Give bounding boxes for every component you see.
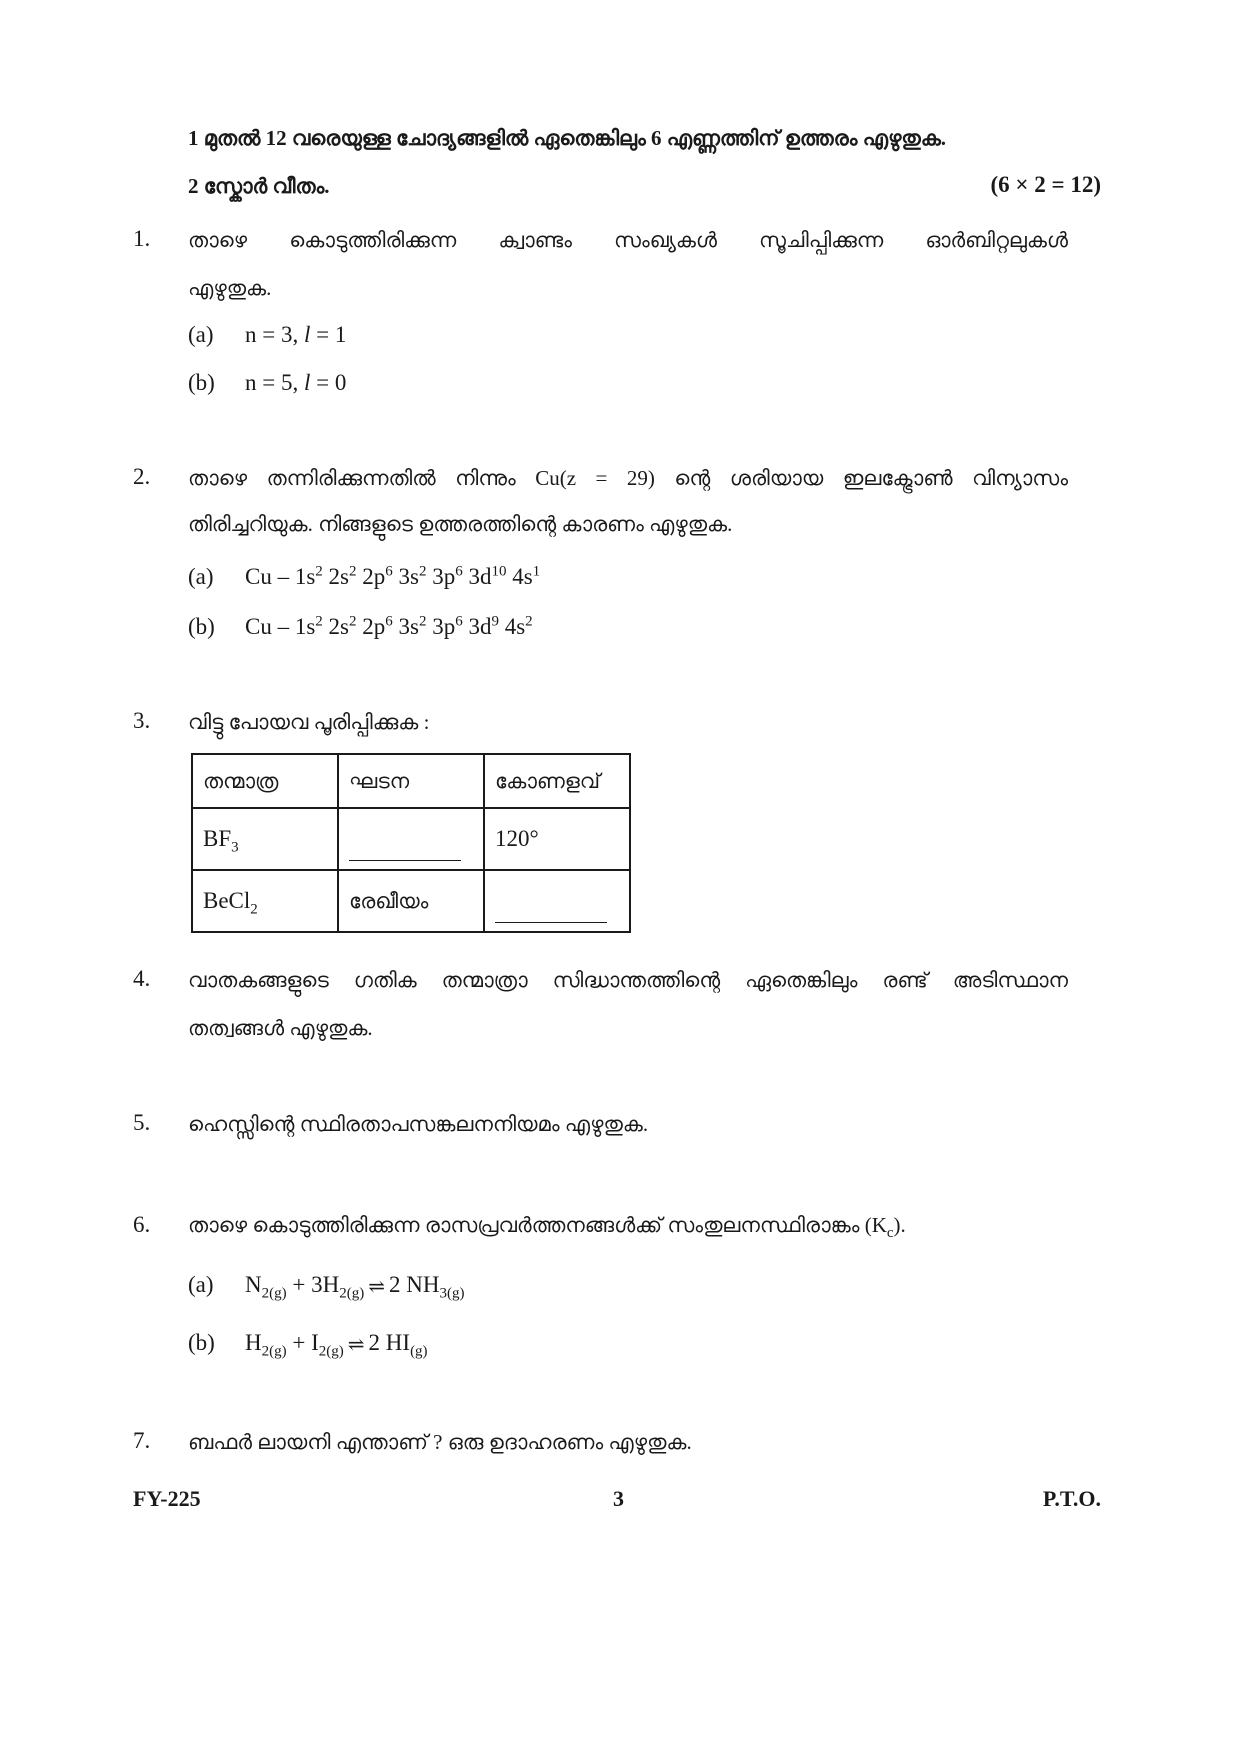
question-3-text: വിട്ടു പോയവ പൂരിപ്പിക്കുക :: [188, 710, 430, 734]
q1-option-b: n = 5, l = 0: [245, 370, 347, 395]
question-4-line1: വാതകങ്ങളുടെ ഗതിക തന്മാത്രാ സിദ്ധാന്തത്തിന്റെ ഏതെങ്കിലും രണ്ട് അടിസ്ഥാന: [188, 968, 1068, 992]
question-2-line1: താഴെ തന്നിരിക്കുന്നതിൽ നിന്നും Cu(z = 29) ന്റെ ശരിയായ ഇലക്ട്രോൺ വിന്യാസം: [188, 466, 1068, 490]
paper-code: FY-225: [133, 1486, 201, 1511]
shape-cell: രേഖീയം: [338, 870, 484, 932]
instructions-line2: 2 സ്കോർ വീതം.: [188, 174, 330, 198]
question-2-line2: തിരിച്ചറിയുക. നിങ്ങളുടെ ഉത്തരത്തിന്റെ കാരണം എഴുതുക.: [188, 512, 733, 536]
q2-option-b-label: (b): [188, 614, 215, 639]
q1-option-a: n = 3, l = 1: [245, 322, 347, 347]
q2-option-a: Cu – $1s^2$ $2s^2$ $2p^6$ $3s^2$ $3p^6$ $3d^{10}$ $4s^1$: [245, 563, 541, 589]
instructions-line1: 1 മുതൽ 12 വരെയുള്ള ചോദ്യങ്ങളിൽ ഏതെങ്കിലും 6 എണ്ണത്തിന് ഉത്തരം എഴുതുക.: [188, 126, 947, 150]
table-row: [192, 808, 630, 870]
table-header-shape: ഘടന: [338, 754, 484, 808]
page-number: 3: [613, 1486, 624, 1511]
q6-option-b-label: (b): [188, 1330, 215, 1355]
fill-in-blank: [495, 904, 607, 923]
shape-cell-blank: [338, 808, 484, 870]
question-number-2: 2.: [133, 464, 151, 489]
table-header-angle: കോണളവ്: [484, 754, 630, 808]
question-7-text: ബഫർ ലായനി എന്താണ് ? ഒരു ഉദാഹരണം എഴുതുക.: [188, 1430, 692, 1454]
molecule-cell: $BF_3$: [192, 808, 338, 870]
question-1-line1: താഴെ കൊടുത്തിരിക്കുന്ന ക്വാണ്ടം സംഖ്യകൾ സൂചിപ്പിക്കുന്ന ഓർബിറ്റലുകൾ: [188, 228, 1068, 252]
table-header-molecule: തന്മാത്ര: [192, 754, 338, 808]
table-row: [192, 870, 630, 932]
equilibrium-arrow-icon: ⇌: [347, 1334, 365, 1357]
question-5-text: ഹെസ്സിന്റെ സ്ഥിരതാപസങ്കലനനിയമം എഴുതുക.: [188, 1112, 649, 1136]
pto-label: P.T.O.: [1042, 1486, 1101, 1511]
q6-equation-b: $H_{2(g)} + I_{2(g)}$ ⇌ 2 $HI_{(g)}$: [245, 1330, 428, 1360]
q1-option-a-label: (a): [188, 322, 214, 347]
question-6-text: താഴെ കൊടുത്തിരിക്കുന്ന രാസപ്രവർത്തനങ്ങൾക്ക് സംതുലനസ്ഥിരാങ്കം $(K_c)$.: [188, 1213, 906, 1242]
question-number-6: 6.: [133, 1212, 151, 1237]
question-number-1: 1.: [133, 226, 151, 251]
marks-total: (6 × 2 = 12): [990, 172, 1101, 197]
equilibrium-arrow-icon: ⇌: [368, 1276, 385, 1299]
question-number-4: 4.: [133, 966, 151, 991]
question-4-line2: തത്വങ്ങൾ എഴുതുക.: [188, 1016, 373, 1040]
question-number-3: 3.: [133, 708, 151, 733]
question-number-5: 5.: [133, 1110, 151, 1135]
q6-option-a-label: (a): [188, 1272, 214, 1297]
q1-option-b-label: (b): [188, 370, 215, 395]
fill-in-blank: [349, 842, 461, 861]
question-1-line2: എഴുതുക.: [188, 276, 272, 300]
table-header-row: [192, 754, 630, 808]
angle-cell-blank: [484, 870, 630, 932]
angle-cell: 120°: [484, 808, 630, 870]
vsepr-table: [191, 753, 631, 933]
q6-equation-a: $N_{2(g)} + 3H_{2(g)}$ ⇌ 2 $NH_{3(g)}$: [245, 1272, 465, 1302]
molecule-cell: BeCl$_2$: [192, 870, 338, 932]
q2-option-b: Cu – $1s^2$ $2s^2$ $2p^6$ $3s^2$ $3p^6$ $3d^9$ $4s^2$: [245, 613, 533, 639]
question-number-7: 7.: [133, 1428, 151, 1453]
q2-option-a-label: (a): [188, 564, 214, 589]
